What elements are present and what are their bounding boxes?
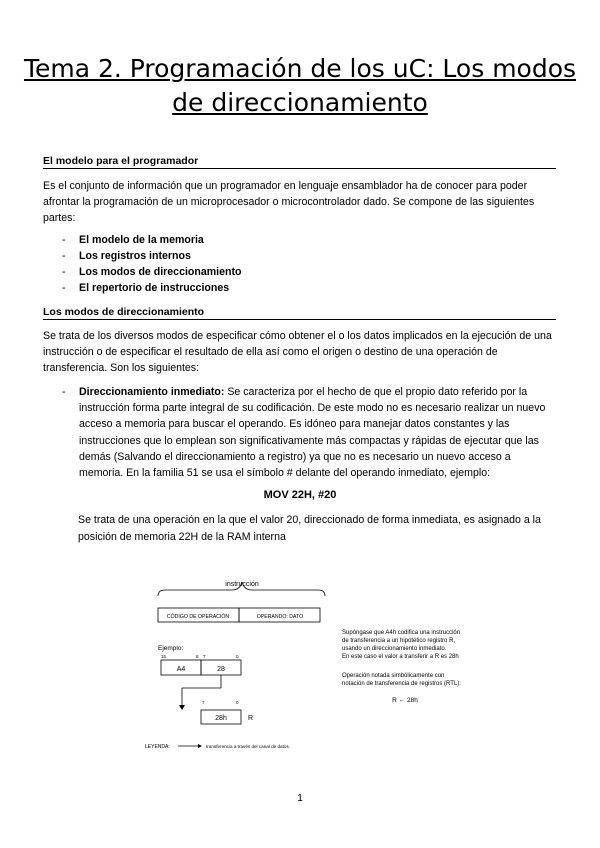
operand-value: 28: [217, 666, 225, 673]
parts-list: [62, 232, 241, 296]
note-line: usando un direccionamiento inmediato.: [342, 646, 447, 652]
legend-arrowhead: [198, 744, 202, 748]
reg-bit-7: 7: [202, 700, 205, 705]
register-name: R: [248, 715, 254, 722]
bullet-text: Se caracteriza por el hecho de que el propio dato referido por la instrucción forma parte integral de su codificación. De este modo no es necesario realizar un nuevo acceso a memoria para buscar el operando. Es idóneo para manejar datos constantes y las instrucciones que lo emplean son significativamente más compactas y rápidas de ejecutar que las demás (Salvando el direccionamiento a registro) ya que no es necesario un nuevo acceso a memoria. En la familia 51 se usa el símbolo # delante del operando inmediato, ejemplo:: [79, 386, 546, 480]
bullet-direccionamiento-inmediato: - Direccionamiento inmediato: Se caracteriza por el hecho de que el propio dato referido por la instrucción forma parte integral de su codificación. De este modo no es necesario realizar un nuevo acceso a memoria para buscar el operando. Es idóneo para manejar datos constantes y las instrucciones que lo emplean son significativamente más compactas y rápidas de ejecutar que las demás (Salvando el direccionamiento a registro) ya que no es necesario un nuevo acceso a memoria. En la familia 51 se usa el símbolo # delante del operando inmediato, ejemplo:: [62, 386, 546, 480]
opcode-value: A4: [176, 666, 186, 673]
rtl-line: notación de transferencia de registros (RTL):: [342, 681, 461, 687]
legend-label: LEYENDA:: [145, 744, 170, 750]
reg-bit-0: 0: [236, 700, 239, 705]
note-line: En este caso el valor a transferir a R es 28h: [342, 654, 459, 660]
bullet-term: Direccionamiento inmediato:: [79, 386, 225, 398]
field-opcode-label: CÓDIGO DE OPERACIÓN: [166, 614, 230, 620]
note-line: de transferencia a un hipotético registro R,: [342, 638, 456, 644]
legend-text: transferencia a través del canal de datos: [206, 744, 289, 749]
brace-label: instrucción: [225, 581, 259, 588]
section-heading-modos: Los modos de direccionamiento: [43, 306, 556, 320]
page-title: [0, 52, 600, 120]
paragraph-modos: Se trata de los diversos modos de especificar cómo obtener el o los datos implicados en la ejecución de una instrucción o de especificar el resultado de ella así como el origen o destino de una operación de transferencia. Son los siguientes:: [43, 330, 552, 375]
list-item: - El modelo de la memoria: [62, 232, 241, 248]
field-operand-label: OPERANDO: DATO: [256, 614, 304, 620]
bit-0: 0: [236, 654, 239, 659]
rtl-line: Operación notada simbólicamente con: [342, 673, 445, 679]
title-line-1: Tema 2. Programación de los uC: Los modos: [23, 54, 577, 83]
note-line: Supóngase que A4h codifica una instrucción: [342, 630, 461, 636]
title-line-2: de direccionamiento: [172, 88, 428, 117]
code-explanation: Se trata de una operación en la que el valor 20, direccionado de forma inmediata, es asignado a la posición de memoria 22H de la RAM interna: [78, 514, 541, 543]
bit-8: 8: [196, 654, 199, 659]
section-heading-modelo: El modelo para el programador: [43, 155, 556, 169]
page-number: 1: [297, 792, 303, 804]
paragraph-modelo: Es el conjunto de información que un programador en lenguaje ensamblador ha de conocer para poder afrontar la programación de un microprocesador o microcontrolador dado. Se compone de las siguientes partes:: [43, 180, 535, 225]
list-item: - Los modos de direccionamiento: [62, 264, 241, 280]
list-item: - Los registros internos: [62, 248, 241, 264]
register-value: 28h: [215, 715, 227, 722]
bit-15: 15: [161, 654, 167, 659]
list-item: - El repertorio de instrucciones: [62, 280, 241, 296]
code-example: MOV 22H, #20: [263, 489, 337, 501]
rtl-expression: R ← 28h: [392, 697, 418, 704]
example-label: Ejemplo:: [158, 645, 184, 652]
bit-7: 7: [203, 654, 206, 659]
arrowhead: [179, 705, 185, 710]
addressing-diagram: [0, 570, 600, 760]
